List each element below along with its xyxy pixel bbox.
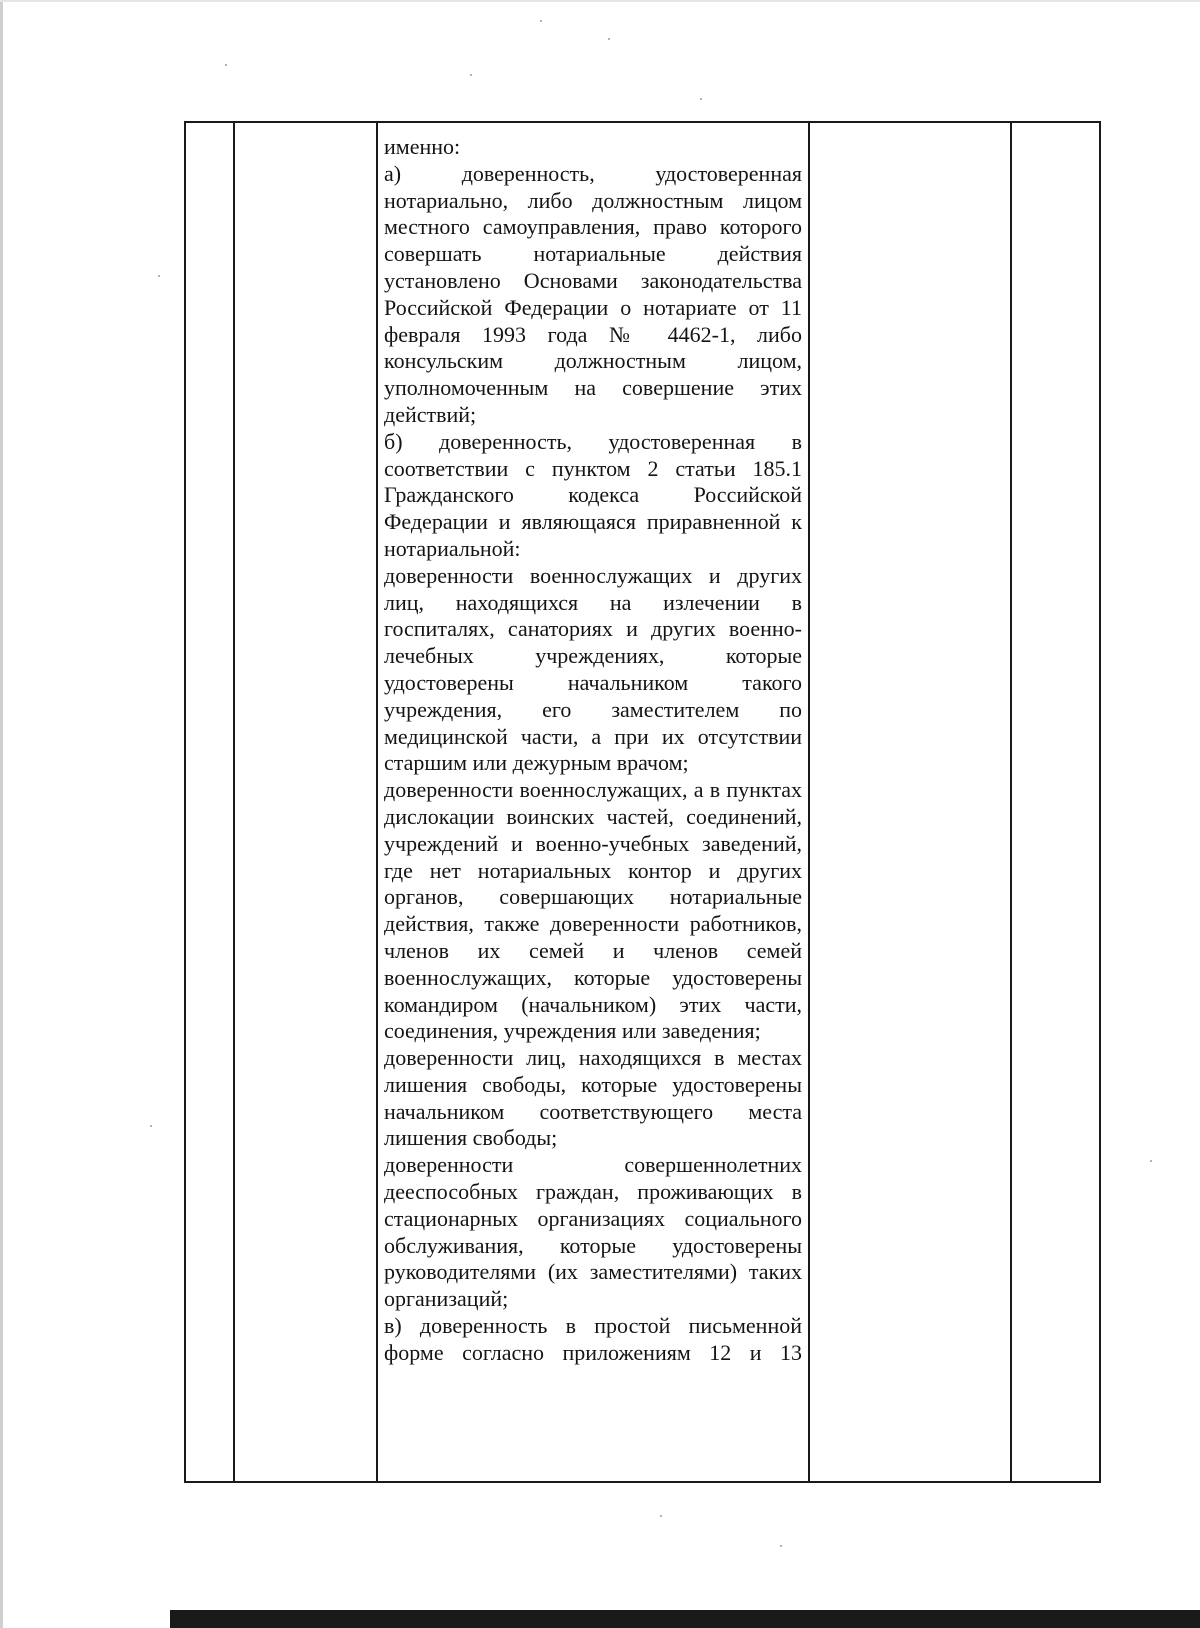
paragraph-item-b: б) доверенность, удостоверенная в соответствии с пунктом 2 статьи 185.1 Гражданского кодекса Российской Федерации и являющаяся приравненной к нотариальной: (384, 428, 802, 561)
scan-bottom-edge (170, 1610, 1200, 1628)
paragraph-detention: доверенности лиц, находящихся в местах лишения свободы, которые удостоверены начальником соответствующего места лишения свободы; (384, 1045, 802, 1151)
scan-left-edge (0, 0, 3, 1628)
table-right-border (1099, 121, 1101, 1483)
scan-speck (660, 1515, 662, 1517)
table-column-divider-2 (376, 121, 378, 1483)
scan-speck (150, 1125, 152, 1127)
paragraph-military-hospitals: доверенности военнослужащих и других лиц, находящихся на излечении в госпиталях, санаториях и других военно-лечебных учреждениях, которые удостоверены начальником такого учреждения, его заместителем по медицинской части, а при их отсутствии старшим или дежурным врачом; (384, 562, 802, 776)
paragraph-item-v: в) доверенность в простой письменной форме согласно приложениям 12 и 13 (384, 1313, 802, 1365)
scan-speck (225, 64, 227, 66)
scan-speck (540, 20, 542, 22)
scan-speck (780, 1545, 782, 1547)
scan-top-edge (0, 0, 1200, 2)
scan-speck (1150, 1160, 1152, 1162)
scan-speck (608, 38, 610, 40)
table-left-border (184, 121, 186, 1483)
table-column-divider-3 (808, 121, 810, 1483)
document-text-cell (384, 134, 802, 1367)
table-column-divider-1 (233, 121, 235, 1483)
scan-speck (700, 98, 702, 100)
table-bottom-border (184, 1481, 1101, 1483)
paragraph-social-organizations: доверенности совершеннолетних дееспособных граждан, проживающих в стационарных организациях социального обслуживания, которые удостоверены руководителями (их заместителями) таких организаций; (384, 1152, 802, 1312)
scan-speck (470, 74, 472, 76)
scan-speck (158, 275, 160, 277)
paragraph-item-a: а) доверенность, удостоверенная нотариально, либо должностным лицом местного самоуправления, право которого совершать нотариальные действия установлено Основами законодательства Российской Федерации о нотариате от 11 февраля 1993 года № 4462-1, либо консульским должностным лицом, уполномоченным на совершение этих действий; (384, 160, 802, 427)
paragraph-intro: именно: (384, 134, 461, 159)
paragraph-military-units: доверенности военнослужащих, а в пунктах дислокации воинских частей, соединений, учреждений и военно-учебных заведений, где нет нотариальных контор и других органов, совершающих нотариальные действия, также доверенности работников, членов их семей и членов семей военнослужащих, которые удостоверены командиром (начальником) этих части, соединения, учреждения или заведения; (384, 777, 802, 1044)
table-column-divider-4 (1010, 121, 1012, 1483)
table-top-border (184, 121, 1101, 123)
